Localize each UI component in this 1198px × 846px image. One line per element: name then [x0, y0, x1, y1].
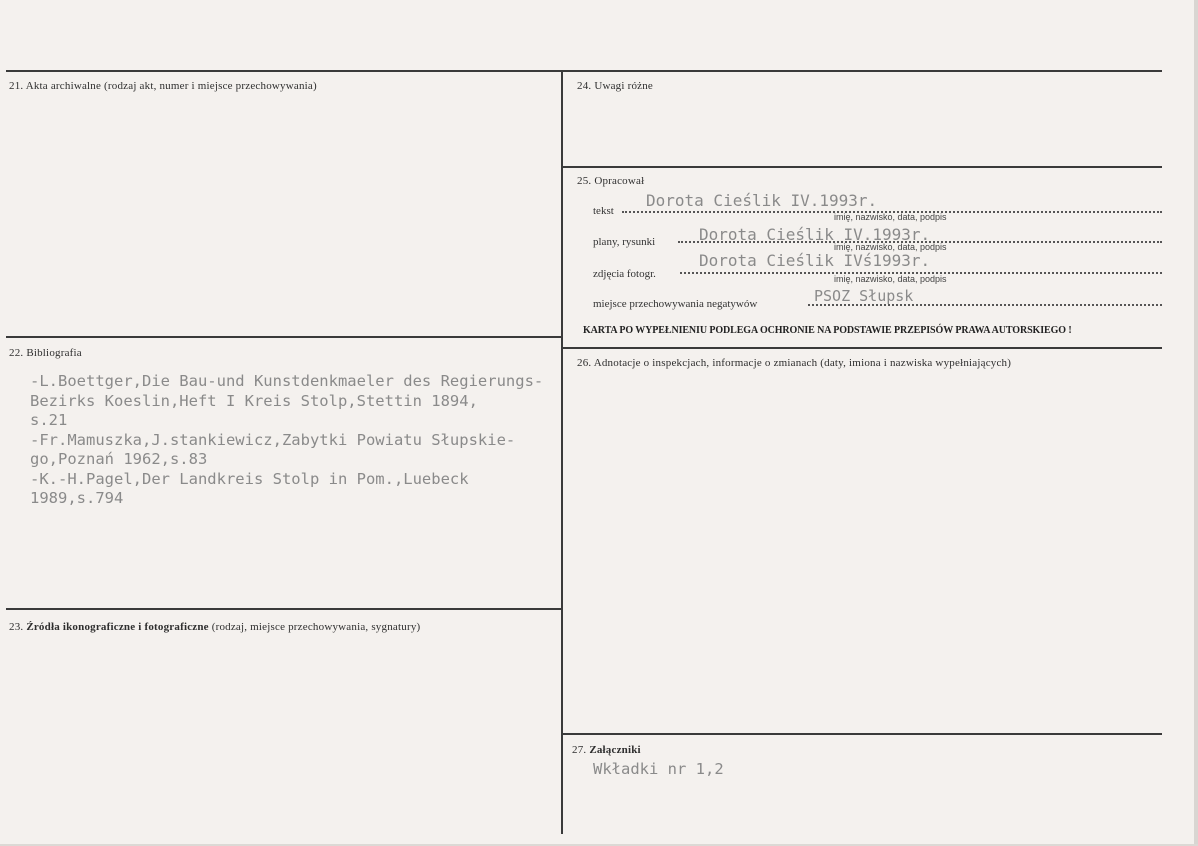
- section-24-title: Uwagi różne: [594, 80, 654, 92]
- section-27-number: 27.: [572, 744, 587, 756]
- author-row-value: Dorota Cieślik IV.1993r.: [646, 191, 878, 210]
- attachments-value: Wkładki nr 1,2: [593, 760, 724, 778]
- divider-26-27: [562, 733, 1162, 735]
- copyright-notice: KARTA PO WYPEŁNIENIU PODLEGA OCHRONIE NA PODSTAWIE PRZEPISÓW PRAWA AUTORSKIEGO !: [583, 325, 1072, 336]
- divider-22-23: [6, 608, 562, 610]
- section-27-header: [572, 744, 641, 756]
- author-row-hint: imię, nazwisko, data, podpis: [834, 242, 947, 252]
- section-21-note: (rodzaj akt, numer i miejsce przechowywania): [104, 80, 317, 92]
- section-24-number: 24.: [577, 80, 592, 92]
- bibliography-line: -Fr.Mamuszka,J.stankiewicz,Zabytki Powiatu Słupskie-: [30, 430, 516, 449]
- section-26-number: 26.: [577, 357, 592, 369]
- section-25-number: 25.: [577, 175, 592, 187]
- section-26-note: (daty, imiona i nazwiska wypełniających): [820, 357, 1012, 369]
- author-row-hint: imię, nazwisko, data, podpis: [834, 274, 947, 284]
- author-row-label: zdjęcia fotogr.: [593, 268, 656, 280]
- section-22-title: Bibliografia: [26, 347, 82, 359]
- section-25-header: [577, 175, 644, 187]
- section-23-note: (rodzaj, miejsce przechowywania, sygnatury): [211, 621, 421, 633]
- bibliography-line: 1989,s.794: [30, 489, 124, 507]
- bibliography-line: Bezirks Koeslin,Heft I Kreis Stolp,Stettin 1894,: [30, 391, 478, 410]
- author-row-value: Dorota Cieślik IVś1993r.: [699, 251, 931, 270]
- top-border-line: [6, 70, 1162, 72]
- section-21-title: Akta archiwalne: [25, 80, 102, 92]
- divider-21-22: [6, 336, 562, 338]
- divider-25-26: [562, 347, 1162, 349]
- section-23-title: Źródła ikonograficzne i fotograficzne: [26, 621, 209, 633]
- section-21-header: [9, 80, 317, 92]
- bibliography-line: go,Poznań 1962,s.83: [30, 450, 208, 468]
- author-row-value: Dorota Cieślik IV.1993r.: [699, 225, 931, 244]
- section-27-title: Załączniki: [589, 744, 641, 756]
- negatives-value: PSOZ Słupsk: [814, 287, 914, 305]
- section-25-title: Opracował: [594, 175, 645, 187]
- section-22-header: [9, 347, 82, 359]
- section-22-number: 22.: [9, 347, 24, 359]
- bibliography-line: s.21: [30, 411, 68, 429]
- bibliography-list: [30, 372, 543, 509]
- section-23-header: [9, 621, 420, 633]
- section-24-header: [577, 80, 653, 92]
- bibliography-line: -K.-H.Pagel,Der Landkreis Stolp in Pom.,Luebeck: [30, 469, 469, 488]
- section-21-number: 21.: [9, 80, 24, 92]
- section-26-header: [577, 357, 1011, 369]
- author-row-label: tekst: [593, 205, 614, 217]
- section-26-title: Adnotacje o inspekcjach, informacje o zmianach: [593, 357, 818, 369]
- negatives-label: miejsce przechowywania negatywów: [593, 298, 758, 310]
- card-right-edge: [1194, 0, 1198, 846]
- divider-24-25: [562, 166, 1162, 168]
- bibliography-line: -L.Boettger,Die Bau-und Kunstdenkmaeler des Regierungs-: [30, 372, 544, 390]
- center-divider-line: [561, 71, 563, 834]
- section-23-number: 23.: [9, 621, 24, 633]
- author-row-hint: imię, nazwisko, data, podpis: [834, 212, 947, 222]
- author-row-label: plany, rysunki: [593, 236, 656, 248]
